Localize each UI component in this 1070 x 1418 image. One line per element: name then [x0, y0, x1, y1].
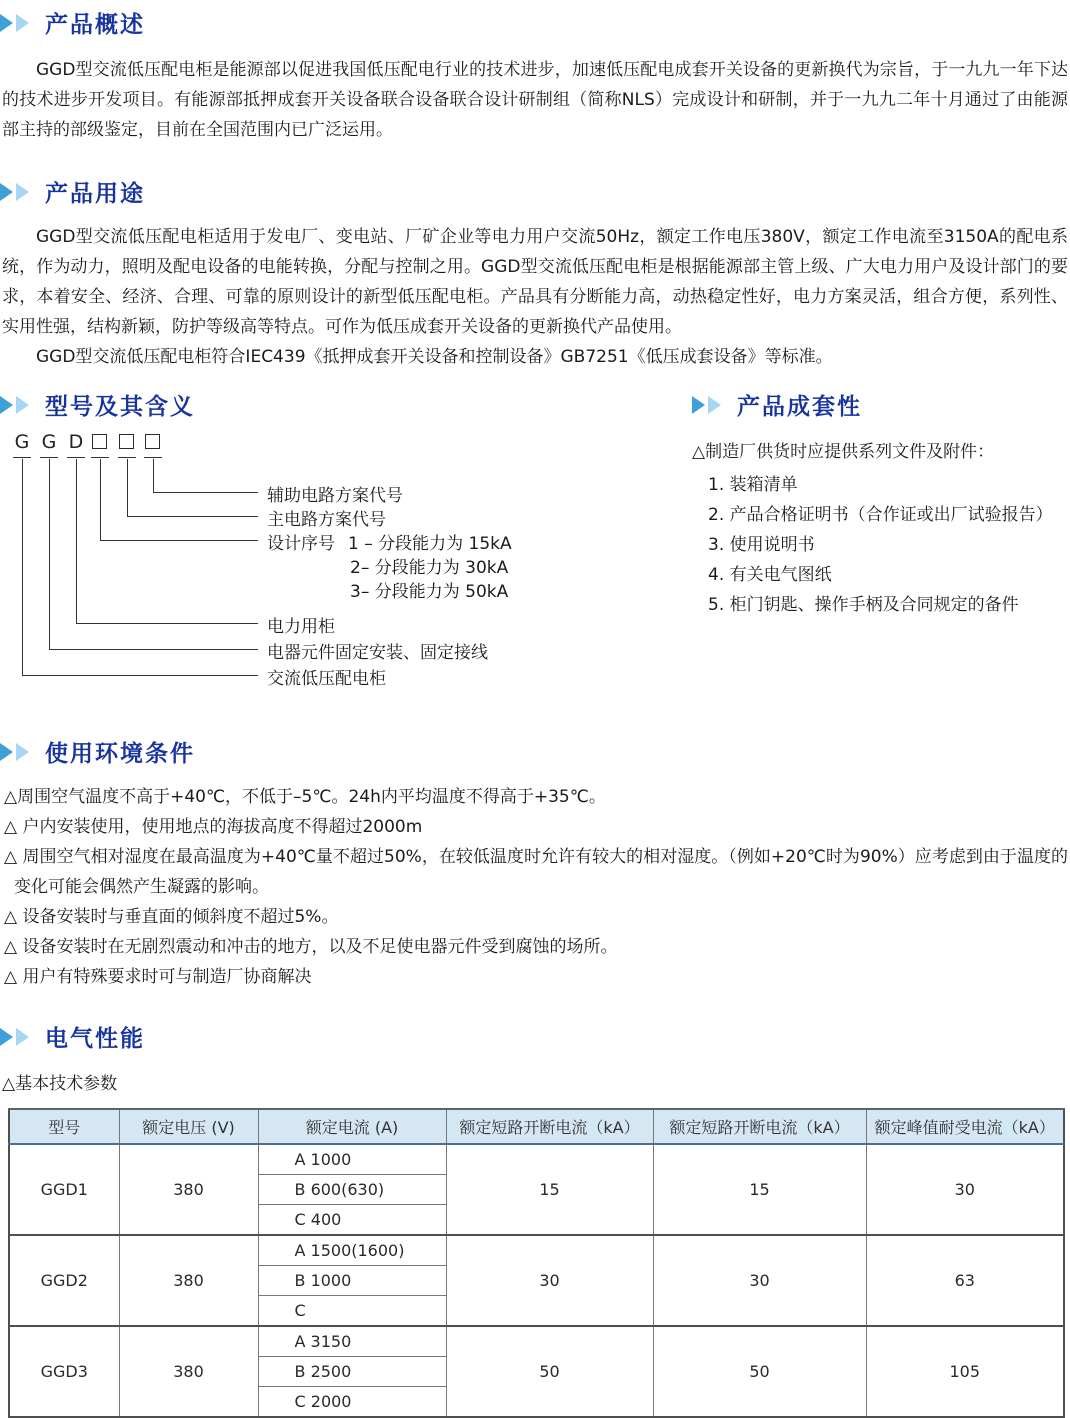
- list-item: 3. 使用说明书: [708, 535, 815, 555]
- connector-line: [127, 459, 128, 516]
- section-title: 型号及其含义: [45, 394, 195, 420]
- arrow-icon: [16, 743, 29, 761]
- connector-line: [100, 540, 258, 541]
- connector-line: [153, 492, 258, 493]
- section-overview-heading: [0, 6, 1070, 39]
- connector-line: [76, 459, 77, 623]
- specs-table: [8, 1108, 1065, 1418]
- underline: [67, 457, 85, 458]
- connector-line: [100, 459, 101, 540]
- peak-cell: 30: [866, 1144, 1064, 1235]
- label-fixed-wiring: 电器元件固定安装、固定接线: [267, 643, 488, 663]
- current-cell: B 1000: [258, 1266, 446, 1296]
- label-ac-lv-cabinet: 交流低压配电柜: [267, 669, 386, 689]
- underline: [40, 457, 58, 458]
- breaking-cell: 30: [653, 1235, 866, 1326]
- voltage-cell: 380: [119, 1144, 258, 1235]
- underline: [118, 457, 136, 458]
- usage-paragraph-1: GGD型交流低压配电柜适用于发电厂、变电站、厂矿企业等电力用户交流50Hz，额定工作电压380V，额定工作电流至3150A的配电系统，作为动力，照明及配电设备的电能转换，分配与控制之用。GGD型交流低压配电柜是根据能源部主管上级、广大电力用户及设计部门的要求，本着安全、经济、合理、可靠的原则设计的新型低压配电柜。产品具有分断能力高，动热稳定性好，电力方案灵活，组合方便，系列性、实用性强，结构新颖，防护等级高等特点。可作为低压成套开关设备的更新换代产品使用。: [2, 227, 1068, 337]
- column-header: 型号: [9, 1109, 119, 1144]
- column-header: 额定电压 (V): [119, 1109, 258, 1144]
- underline: [91, 457, 109, 458]
- connector-line: [76, 623, 258, 624]
- connector-line: [49, 459, 50, 649]
- connector-line: [49, 649, 258, 650]
- breaking-cell: 15: [446, 1144, 653, 1235]
- breaking-cell: 15: [653, 1144, 866, 1235]
- code-char-2: G: [41, 431, 57, 453]
- list-item: 4. 有关电气图纸: [708, 565, 832, 585]
- list-item: △周围空气温度不高于+40℃，不低于–5℃。24h内平均温度不得高于+35℃。: [4, 787, 606, 807]
- table-row: [9, 1144, 1064, 1175]
- current-cell: C 400: [258, 1205, 446, 1236]
- code-box-2: [119, 434, 134, 449]
- breaking-cell: 50: [653, 1326, 866, 1417]
- document-page: [0, 6, 1070, 1418]
- arrow-icon: [16, 1028, 29, 1046]
- label-design-serial: 设计序号: [267, 534, 335, 554]
- column-header: 额定电流 (A): [258, 1109, 446, 1144]
- column-header: 额定短路开断电流（kA）: [653, 1109, 866, 1144]
- label-design-option-1: 1 – 分段能力为 15kA: [348, 534, 512, 554]
- table-header-row: [9, 1109, 1064, 1144]
- model-cell: GGD1: [9, 1144, 119, 1235]
- arrow-icon: [16, 14, 29, 32]
- environment-list: [0, 782, 1070, 992]
- list-item: △ 设备安装时与垂直面的倾斜度不超过5%。: [4, 907, 339, 927]
- label-design-option-3: 3– 分段能力为 50kA: [350, 582, 509, 602]
- breaking-cell: 50: [446, 1326, 653, 1417]
- label-power-cabinet: 电力用柜: [267, 617, 335, 637]
- current-cell: C: [258, 1296, 446, 1327]
- list-item: △ 周围空气相对湿度在最高温度为+40℃量不超过50%，在较低温度时允许有较大的相对湿度。（例如+20℃时为90%）应考虑到由于温度的变化可能会偶然产生凝露的影响。: [4, 847, 1068, 897]
- list-item: 1. 装箱清单: [708, 475, 798, 495]
- arrow-icon: [0, 743, 13, 761]
- arrow-icon: [0, 1028, 13, 1046]
- completeness-column: [692, 388, 1070, 699]
- arrow-icon: [708, 396, 721, 414]
- arrow-icon: [692, 396, 705, 414]
- underline: [13, 457, 31, 458]
- label-main-circuit: 主电路方案代号: [267, 510, 386, 530]
- section-title: 产品成套性: [737, 394, 862, 420]
- table-row: [9, 1235, 1064, 1266]
- code-box-3: [145, 434, 160, 449]
- list-item: △ 户内安装使用，使用地点的海拔高度不得超过2000m: [4, 817, 423, 837]
- list-item: △ 设备安装时在无剧烈震动和冲击的地方，以及不足使电器元件受到腐蚀的场所。: [4, 937, 618, 957]
- model-cell: GGD3: [9, 1326, 119, 1417]
- peak-cell: 63: [866, 1235, 1064, 1326]
- section-title: 产品用途: [45, 181, 145, 207]
- column-header: 额定短路开断电流（kA）: [446, 1109, 653, 1144]
- arrow-icon: [0, 396, 13, 414]
- connector-line: [22, 459, 23, 675]
- code-char-1: G: [14, 431, 30, 453]
- section-title: 产品概述: [45, 12, 145, 38]
- arrow-icon: [0, 183, 13, 201]
- model-meaning-column: [0, 388, 692, 699]
- label-design-option-2: 2– 分段能力为 30kA: [350, 558, 509, 578]
- voltage-cell: 380: [119, 1235, 258, 1326]
- section-usage-heading: [0, 175, 1070, 208]
- list-item: △ 用户有特殊要求时可与制造厂协商解决: [4, 967, 312, 987]
- connector-line: [153, 459, 154, 492]
- label-aux-circuit: 辅助电路方案代号: [267, 486, 403, 506]
- peak-cell: 105: [866, 1326, 1064, 1417]
- table-row: [9, 1326, 1064, 1357]
- arrow-icon: [16, 396, 29, 414]
- column-header: 额定峰值耐受电流（kA）: [866, 1109, 1064, 1144]
- electrical-subtitle: △基本技术参数: [2, 1074, 118, 1094]
- arrow-icon: [0, 14, 13, 32]
- completeness-list: [692, 470, 1070, 620]
- section-electrical-heading: [0, 1020, 1070, 1053]
- current-cell: B 600(630): [258, 1175, 446, 1205]
- current-cell: A 3150: [258, 1326, 446, 1357]
- section-title: 使用环境条件: [45, 741, 195, 767]
- current-cell: B 2500: [258, 1357, 446, 1387]
- current-cell: C 2000: [258, 1387, 446, 1418]
- two-column-section: [0, 388, 1070, 699]
- section-model-heading: [0, 388, 692, 421]
- arrow-icon: [16, 183, 29, 201]
- connector-line: [127, 516, 258, 517]
- code-box-1: [92, 434, 107, 449]
- current-cell: A 1500(1600): [258, 1235, 446, 1266]
- section-environment-heading: [0, 735, 1070, 768]
- code-char-3: D: [68, 431, 84, 453]
- overview-paragraph: GGD型交流低压配电柜是能源部以促进我国低压配电行业的技术进步，加速低压配电成套开关设备的更新换代为宗旨，于一九九一年下达的技术进步开发项目。有能源部抵押成套开关设备联合设备联合设计研制组（简称NLS）完成设计和研制，并于一九九二年十月通过了由能源部主持的部级鉴定，目前在全国范围内已广泛运用。: [2, 60, 1068, 140]
- voltage-cell: 380: [119, 1326, 258, 1417]
- completeness-intro: △制造厂供货时应提供系列文件及附件：: [692, 442, 995, 462]
- breaking-cell: 30: [446, 1235, 653, 1326]
- section-completeness-heading: [692, 388, 1070, 421]
- list-item: 5. 柜门钥匙、操作手柄及合同规定的备件: [708, 595, 1019, 615]
- current-cell: A 1000: [258, 1144, 446, 1175]
- connector-line: [22, 675, 258, 676]
- usage-paragraph-2: GGD型交流低压配电柜符合IEC439《抵押成套开关设备和控制设备》GB7251《低压成套设备》等标准。: [36, 347, 833, 367]
- model-cell: GGD2: [9, 1235, 119, 1326]
- section-title: 电气性能: [45, 1026, 145, 1052]
- underline: [144, 457, 162, 458]
- list-item: 2. 产品合格证明书（合作证或出厂试验报告）: [708, 505, 1053, 525]
- model-code-diagram: [0, 431, 692, 699]
